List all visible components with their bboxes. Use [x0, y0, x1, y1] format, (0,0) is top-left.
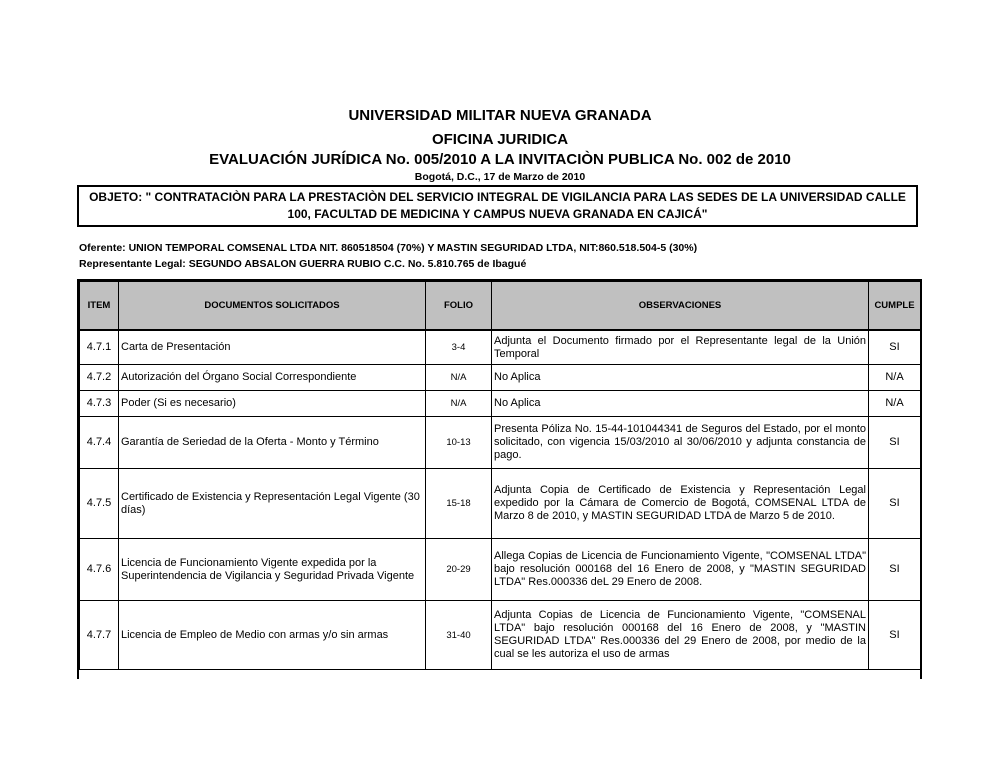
cell-observaciones: Presenta Póliza No. 15-44-101044341 de Seguros del Estado, por el monto solicitado, con vigencia 15/03/2010 al 30/06/2010 y adjunta constancia de pago.: [492, 417, 869, 469]
cell-item: 4.7.6: [80, 539, 119, 601]
cell-cumple: SI: [869, 330, 921, 365]
table-header-row: [80, 282, 921, 331]
cell-item: 4.7.3: [80, 391, 119, 417]
cell-cumple: SI: [869, 417, 921, 469]
table-row: [80, 330, 921, 365]
cell-cumple: N/A: [869, 391, 921, 417]
cell-item: 4.7.2: [80, 365, 119, 391]
cell-item: 4.7.1: [80, 330, 119, 365]
table-row: [80, 417, 921, 469]
cell-observaciones: Adjunta Copias de Licencia de Funcionamiento Vigente, "COMSENAL LTDA" bajo resolución 000168 del 16 Enero de 2008, y "MASTIN SEGURIDAD LTDA" Res.000336 del 29 Enero de 2008, por medio de la cual se les autoriza el uso de armas: [492, 601, 869, 670]
cell-documento: Poder (Si es necesario): [119, 391, 426, 417]
table-row: [80, 469, 921, 539]
table-row: [80, 539, 921, 601]
cell-folio: 3-4: [426, 330, 492, 365]
office-title: OFICINA JURIDICA: [431, 131, 569, 148]
cell-cumple: SI: [869, 601, 921, 670]
header-cumple: CUMPLE: [869, 282, 921, 331]
cell-folio: 15-18: [426, 469, 492, 539]
cell-documento: Garantía de Seriedad de la Oferta - Monto y Término: [119, 417, 426, 469]
date-line: Bogotá, D.C., 17 de Marzo de 2010: [414, 171, 586, 183]
cell-documento: Carta de Presentación: [119, 330, 426, 365]
cell-observaciones: Adjunta Copia de Certificado de Existencia y Representación Legal expedido por la Cámara de Comercio de Bogotá, COMSENAL LTDA de Marzo 8 de 2010, y MASTIN SEGURIDAD LTDA de Marzo 5 de 2010.: [492, 469, 869, 539]
evaluation-table-container: [77, 279, 922, 679]
cell-observaciones: Adjunta el Documento firmado por el Representante legal de la Unión Temporal: [492, 330, 869, 365]
cell-observaciones: Allega Copias de Licencia de Funcionamiento Vigente, "COMSENAL LTDA" bajo resolución 000168 del 16 Enero de 2008, y "MASTIN SEGURIDAD LTDA" Res.000336 deL 29 Enero de 2008.: [492, 539, 869, 601]
cell-item: 4.7.4: [80, 417, 119, 469]
table-row: [80, 391, 921, 417]
evaluation-table: [79, 281, 921, 670]
cell-folio: 31-40: [426, 601, 492, 670]
header-documentos: DOCUMENTOS SOLICITADOS: [119, 282, 426, 331]
representante-line: Representante Legal: SEGUNDO ABSALON GUERRA RUBIO C.C. No. 5.810.765 de Ibagué: [79, 258, 527, 270]
cell-item: 4.7.5: [80, 469, 119, 539]
cell-folio: N/A: [426, 365, 492, 391]
objeto-text: OBJETO: " CONTRATACIÒN PARA LA PRESTACIÒN DEL SERVICIO INTEGRAL DE VIGILANCIA PARA LAS SEDES DE LA UNIVERSIDAD CALLE 100, FACULTAD DE MEDICINA Y CAMPUS NUEVA GRANADA EN CAJICÁ": [89, 190, 906, 221]
cell-item: 4.7.7: [80, 601, 119, 670]
cell-cumple: SI: [869, 539, 921, 601]
cell-documento: Autorización del Órgano Social Correspondiente: [119, 365, 426, 391]
cell-documento: Licencia de Funcionamiento Vigente expedida por la Superintendencia de Vigilancia y Seguridad Privada Vigente: [119, 539, 426, 601]
cell-folio: N/A: [426, 391, 492, 417]
cell-folio: 10-13: [426, 417, 492, 469]
evaluation-title: EVALUACIÓN JURÍDICA No. 005/2010 A LA INVITACIÒN PUBLICA No. 002 de 2010: [209, 151, 791, 168]
header-item: ITEM: [80, 282, 119, 331]
table-row: [80, 365, 921, 391]
cell-cumple: SI: [869, 469, 921, 539]
cell-documento: Licencia de Empleo de Medio con armas y/o sin armas: [119, 601, 426, 670]
cell-observaciones: No Aplica: [492, 391, 869, 417]
objeto-box: [77, 185, 918, 227]
table-row: [80, 601, 921, 670]
institution-title: UNIVERSIDAD MILITAR NUEVA GRANADA: [348, 107, 652, 124]
header-observaciones: OBSERVACIONES: [492, 282, 869, 331]
cell-folio: 20-29: [426, 539, 492, 601]
cell-cumple: N/A: [869, 365, 921, 391]
header-folio: FOLIO: [426, 282, 492, 331]
oferente-line: Oferente: UNION TEMPORAL COMSENAL LTDA NIT. 860518504 (70%) Y MASTIN SEGURIDAD LTDA, NIT:860.518.504-5 (30%): [79, 242, 698, 254]
cell-documento: Certificado de Existencia y Representación Legal Vigente (30 días): [119, 469, 426, 539]
cell-observaciones: No Aplica: [492, 365, 869, 391]
